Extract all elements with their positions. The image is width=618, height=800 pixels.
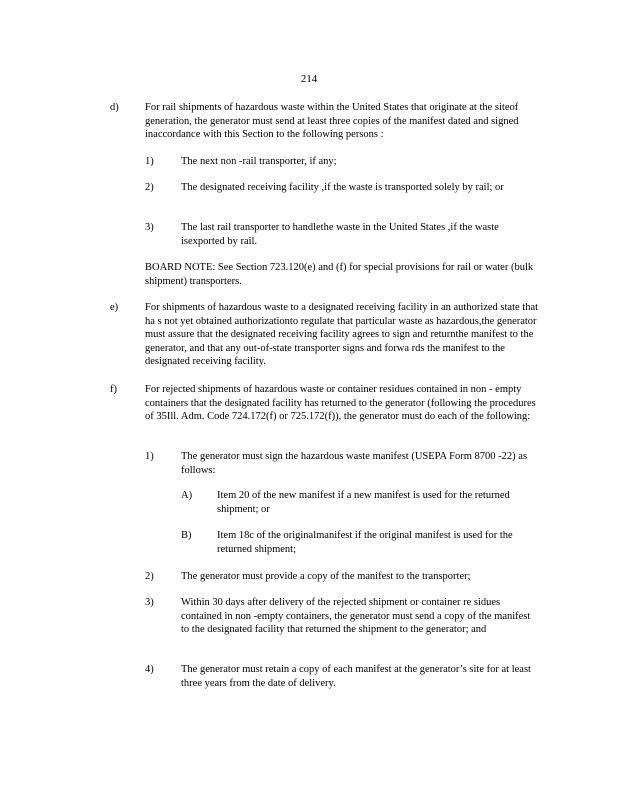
- d-item-3-label: 3): [145, 222, 154, 233]
- f-item-4-text: The generator must retain a copy of each manifest at the generator’s site for at least three years from the date of delivery.: [181, 664, 531, 689]
- board-note: BOARD NOTE: See Section 723.120(e) and (f) for special provisions for rail or water (bulk shipment) transporters.: [145, 262, 534, 287]
- f-item-1-text: The generator must sign the hazardous waste manifest (USEPA Form 8700 -22) as follows:: [181, 451, 528, 476]
- d-item-2-label: 2): [145, 182, 154, 193]
- section-d-text: For rail shipments of hazardous waste within the United States that originate at the siteof generation, the generator must send at least three copies of the manifest dated and signed inaccordance with this Section to the following persons :: [145, 102, 519, 141]
- section-f-text: For rejected shipments of hazardous waste or container residues contained in non - empty containers that the designated facility has returned to the generator (following the procedures of 35Ill. Adm. Code 724.172(f) or 725.172(f)), the generator must do each of the following:: [145, 384, 536, 423]
- section-f-label: f): [110, 384, 117, 395]
- f-item-2-label: 2): [145, 571, 154, 582]
- f-item-2-text: The generator must provide a copy of the manifest to the transporter;: [181, 571, 471, 582]
- d-item-1-text: The next non -rail transporter, if any;: [181, 156, 337, 167]
- d-item-3-text: The last rail transporter to handlethe waste in the United States ,if the waste isexported by rail.: [181, 222, 499, 247]
- section-e-text: For shipments of hazardous waste to a designated receiving facility in an authorized state that ha s not yet obtained authorizationto regulate that particular waste as hazardous,the generator must assure that the designated receiving facility agrees to sign and returnthe manifest to the generator, and that any out-of-state transporter signs and forwa rds the manifest to the designated receiving facility.: [145, 302, 539, 368]
- f-item-3-text: Within 30 days after delivery of the rejected shipment or container re sidues contained in non -empty containers, the generator must send a copy of the manifest to the designated facility that returned the shipment to the generator; and: [181, 597, 531, 636]
- d-item-2-text: The designated receiving facility ,if the waste is transported solely by rail; or: [181, 182, 504, 193]
- f-item-1-sub-b-label: B): [181, 530, 192, 541]
- f-item-4-label: 4): [145, 664, 154, 675]
- f-item-3-label: 3): [145, 597, 154, 608]
- f-item-1-sub-b-text: Item 18c of the originalmanifest if the original manifest is used for the returned shipment;: [217, 530, 513, 555]
- section-e-label: e): [110, 302, 119, 313]
- f-item-1-sub-a-label: A): [181, 490, 193, 501]
- f-item-1-label: 1): [145, 451, 154, 462]
- section-d-label: d): [110, 102, 119, 113]
- f-item-1-sub-a-text: Item 20 of the new manifest if a new manifest is used for the returned shipment; or: [217, 490, 510, 515]
- page-number: 214: [300, 73, 318, 85]
- d-item-1-label: 1): [145, 156, 154, 167]
